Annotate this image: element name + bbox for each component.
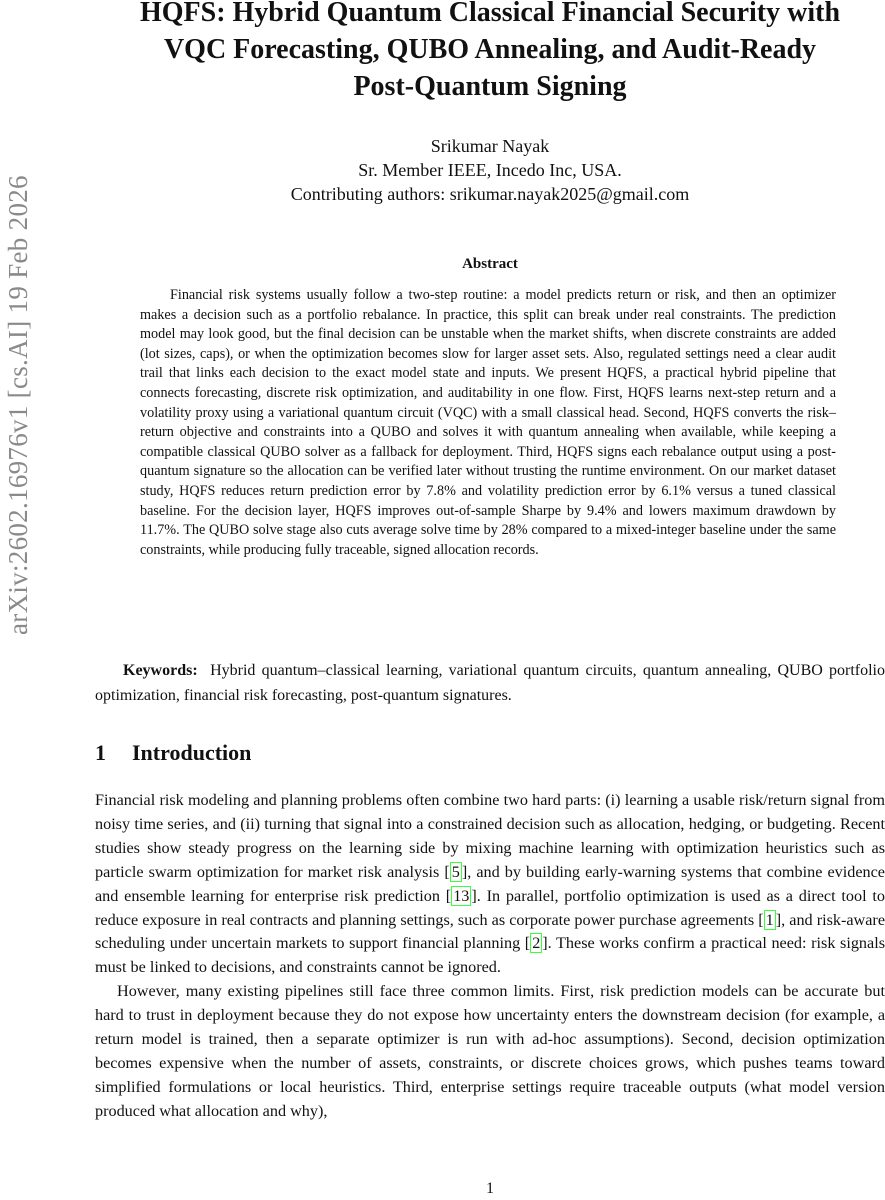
paragraph-text: ]. In parallel, portfolio optimization is used as a direct tool to reduce exposure in real contracts and planning settings, such as corporate power purchase agreements [ bbox=[95, 886, 885, 929]
abstract-heading: Abstract bbox=[462, 256, 518, 272]
author-affiliation: Sr. Member IEEE, Incedo Inc, USA. bbox=[358, 160, 622, 180]
arxiv-identifier: arXiv:2602.16976v1 [cs.AI] 19 Feb 2026 bbox=[3, 175, 33, 635]
section-body bbox=[95, 789, 885, 1124]
section-title: Introduction bbox=[132, 740, 252, 765]
citation-link[interactable]: 1 bbox=[765, 910, 774, 929]
keywords-label: Keywords: bbox=[123, 662, 198, 679]
title-line: VQC Forecasting, QUBO Annealing, and Audit-Ready bbox=[163, 34, 817, 65]
page-number: 1 bbox=[486, 1180, 494, 1197]
author-contact: Contributing authors: srikumar.nayak2025@gmail.com bbox=[290, 184, 690, 204]
paragraph-text: Financial risk modeling and planning problems often combine two hard parts: (i) learning a usable risk/return signal from noisy time series, and (ii) turning that signal into a constrained decision such as allocation, hedging, or budgeting. Recent studies show steady progress on the learning side by mixing machine learning with optimization heuristics such as particle swarm optimization for market risk analysis [ bbox=[95, 791, 885, 881]
abstract-text: Financial risk systems usually follow a two-step routine: a model predicts return or risk, and then an optimizer makes a decision such as a portfolio rebalance. In practice, this split can break under real constraints. The prediction model may look good, but the final decision can be unstable when the market shifts, when discrete constraints are added (lot sizes, caps), or when the optimization becomes slow for larger asset sets. Also, regulated settings need a clear audit trail that links each decision to the exact model state and inputs. We present HQFS, a practical hybrid pipeline that connects forecasting, discrete risk optimization, and auditability in one flow. First, HQFS learns next-step return and a volatility proxy using a variational quantum circuit (VQC) with a small classical head. Second, HQFS converts the risk–return objective and constraints into a QUBO and solves it with quantum annealing when available, while keeping a compatible classical QUBO solver as a fallback for deployment. Third, HQFS signs each rebalance output using a post-quantum signature so the allocation can be verified later without trusting the runtime environment. On our market dataset study, HQFS reduces return prediction error by 7.8% and volatility prediction error by 6.1% versus a tuned classical baseline. For the decision layer, HQFS improves out-of-sample Sharpe by 9.4% and lowers maximum drawdown by 11.7%. The QUBO solve stage also cuts average solve time by 28% compared to a mixed-integer baseline under the same constraints, while producing fully traceable, signed allocation records. bbox=[140, 287, 836, 558]
title-line: HQFS: Hybrid Quantum Classical Financial Security with bbox=[139, 0, 841, 28]
keywords-text: Hybrid quantum–classical learning, variational quantum circuits, quantum annealing, QUBO portfolio optimization, financial risk forecasting, post-quantum signatures. bbox=[95, 662, 885, 704]
author-block bbox=[95, 134, 885, 206]
paragraph-text: ]. These works confirm a practical need: risk signals must be linked to decisions, and constraints cannot be ignored. bbox=[95, 934, 885, 977]
paragraph-text: ], and by building early-warning systems that combine evidence and ensemble learning for enterprise risk prediction [ bbox=[95, 862, 885, 905]
paragraph bbox=[95, 789, 885, 980]
title-line: Post-Quantum Signing bbox=[353, 71, 627, 102]
citation-link[interactable]: 5 bbox=[451, 862, 460, 881]
paragraph-text: ], and risk-aware scheduling under uncertain markets to support financial planning [ bbox=[95, 910, 885, 953]
author-name: Srikumar Nayak bbox=[430, 136, 550, 156]
section-number: 1 bbox=[95, 740, 106, 765]
paragraph: However, many existing pipelines still face three common limits. First, risk prediction models can be accurate but hard to trust in deployment because they do not expose how uncertainty enters the downstream decision (for example, a return model is trained, then a separate optimizer is run with ad-hoc assumptions). Second, decision optimization becomes expensive when the number of assets, constraints, or discrete choices grows, which pushes teams toward simplified formulations or local heuristics. Third, enterprise settings require traceable outputs (what model version produced what allocation and why), bbox=[95, 982, 885, 1120]
keywords bbox=[95, 658, 885, 708]
paper-title bbox=[95, 0, 885, 105]
citation-link[interactable]: 13 bbox=[453, 886, 470, 905]
section-heading bbox=[95, 740, 251, 766]
citation-link[interactable]: 2 bbox=[532, 934, 541, 953]
